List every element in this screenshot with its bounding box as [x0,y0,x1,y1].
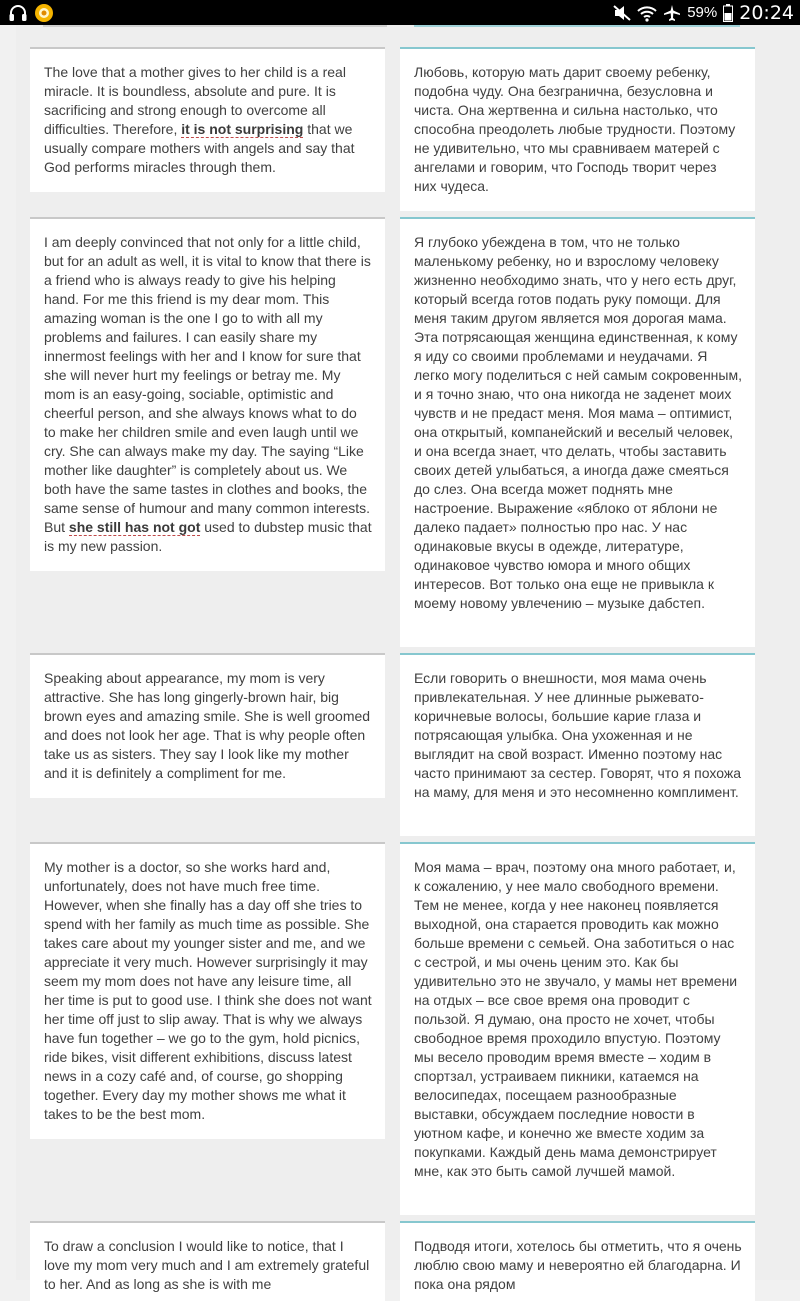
article-content[interactable] [16,25,800,1292]
battery-icon [723,4,733,22]
russian-paragraph-text: Моя мама – врач, поэтому она много работает, и, к сожалению, у нее мало свободного времени. Тем не менее, когда у нее наконец появляется выходной, она старается проводить как можно больше времени с семьей. Она заботиться о нас с сестрой, и мы очень ценим это. Как бы удивительно это не звучало, у мамы нет времени на отдых – все свое время она проводит с пользой. Я думаю, она просто не хочет, чтобы свободное время проходило впустую. Поэтому мы весело проводим время вместе – ходим в спортзал, устраиваем пикники, катаемся на велосипедах, посещаем разнообразные выставки, обсуждаем последние новости в уютном кафе, и конечно же вместе ходим за покупками. Каждый день мама демонстрирует мне, как это быть самой лучшей мамой. [414,859,738,1179]
highlighted-phrase[interactable]: it is not surprising [181,121,304,137]
app-notification-icon [34,3,54,23]
russian-paragraph-card [400,653,755,836]
russian-paragraph-text: Любовь, которую мать дарит своему ребенку, подобна чуду. Она безгранична, безусловна и чиста. Она жертвенна и сильна настолько, что способна преодолеть любые трудности. Поэтому не удивительно, что мы сравниваем матерей с ангелами и говорим, что Господь творит через них чудеса. [414,64,736,194]
previous-card-edge-russian [414,25,740,27]
status-bar [0,0,800,25]
airplane-mode-icon [663,4,681,22]
clock-time: 20:24 [739,1,794,24]
english-paragraph-text: Speaking about appearance, my mom is very attractive. She has long gingerly-brown hair, big brown eyes and amazing smile. She is well groomed and does not look her age. That is why people often take us as sisters. They say I look like my mother and it is definitely a compliment for me. [44,670,371,781]
highlighted-phrase[interactable]: she still has not got [68,519,201,535]
english-paragraph-card [30,47,385,192]
english-paragraph-text: To draw a conclusion I would like to notice, that I love my mom very much and I am extremely grateful to her. And as long as she is with me [44,1238,370,1292]
english-paragraph-card [30,653,385,798]
wifi-icon [637,4,657,22]
russian-paragraph-card [400,1221,755,1301]
russian-paragraph-card [400,842,755,1215]
battery-percent: 59% [687,4,718,21]
headphones-icon [8,4,28,22]
russian-paragraph-text: Подводя итоги, хотелось бы отметить, что я очень люблю свою маму и невероятно ей благодарна. И пока она рядом [414,1238,742,1292]
russian-paragraph-card [400,47,755,211]
russian-paragraph-card [400,217,755,647]
english-paragraph-text: I am deeply convinced that not only for a little child, but for an adult as well, it is vital to know that there is a friend who is always ready to give his helping hand. For me this friend is my dear mom. This amazing woman is the one I go to with all my problems and failures. I can easily share my innermost feelings with her and I know for sure that she will never hurt my feelings or betray me. My mom is an easy-going, sociable, optimistic and cheerful person, and she always knows what to do to make her children smile and even laugh until we cry. She can always make my day. The saying “Like mother like daughter” is completely about us. We both have the same tastes in clothes and books, the same sense of humour and many common interests. But she still has not got used to dubstep music that is my new passion. [44,234,372,554]
english-paragraph-text: My mother is a doctor, so she works hard and, unfortunately, does not have much free time. However, when she finally has a day off she tries to spend with her family as much time as possible. She takes care about my younger sister and me, and we appreciate it very much. However surprisingly it may seem my mom does not have any leisure time, all her time is put to good use. I think she does not want her time off just to slip away. That is why we always have fun together – we go to the gym, hold picnics, ride bikes, visit different exhibitions, discuss latest news in a cozy café and, of course, go shopping together. Every day my mother shows me what it takes to be the best mom. [44,859,372,1122]
english-paragraph-card [30,217,385,571]
english-paragraph-card [30,842,385,1139]
russian-paragraph-text: Если говорить о внешности, моя мама очень привлекательная. У нее длинные рыжевато-коричневые волосы, большие карие глаза и потрясающая улыбка. Она ухоженная и не выглядит на свой возраст. Именно поэтому нас часто принимают за сестер. Говорят, что я похожа на маму, для меня и это несомненно комплимент. [414,670,742,800]
mute-icon [613,5,631,21]
previous-card-edge-english [43,25,387,27]
russian-paragraph-text: Я глубоко убеждена в том, что не только маленькому ребенку, но и взрослому человеку жизненно необходимо знать, что у него есть друг, который всегда готов подать руку помощи. Для меня таким другом является моя дорогая мама. Эта потрясающая женщина единственная, к кому я иду со своими проблемами и неудачами. Я легко могу поделиться с ней самым сокровенным, и я точно знаю, что она никогда не заденет моих чувств и не предаст меня. Моя мама – оптимист, она открытый, компанейский и веселый человек, и она всегда знает, что делать, чтобы заставить своих детей улыбаться, а иногда даже смеяться до слез. Она всегда может поднять мне настроение. Выражение «яблоко от яблони не далеко падает» полностью про нас. У нас одинаковые вкусы в одежде, литературе, одинаковое чувство юмора и много общих интересов. Вот только она еще не привыкла к моему новому увлечению – музыке дабстеп. [414,234,742,611]
english-paragraph-text: The love that a mother gives to her child is a real miracle. It is boundless, absolute and pure. It is sacrificing and strong enough to overcome all difficulties. Therefore, it is not surprising that we usually compare mothers with angels and say that God performs miracles through them. [44,64,355,175]
english-paragraph-card [30,1221,385,1301]
